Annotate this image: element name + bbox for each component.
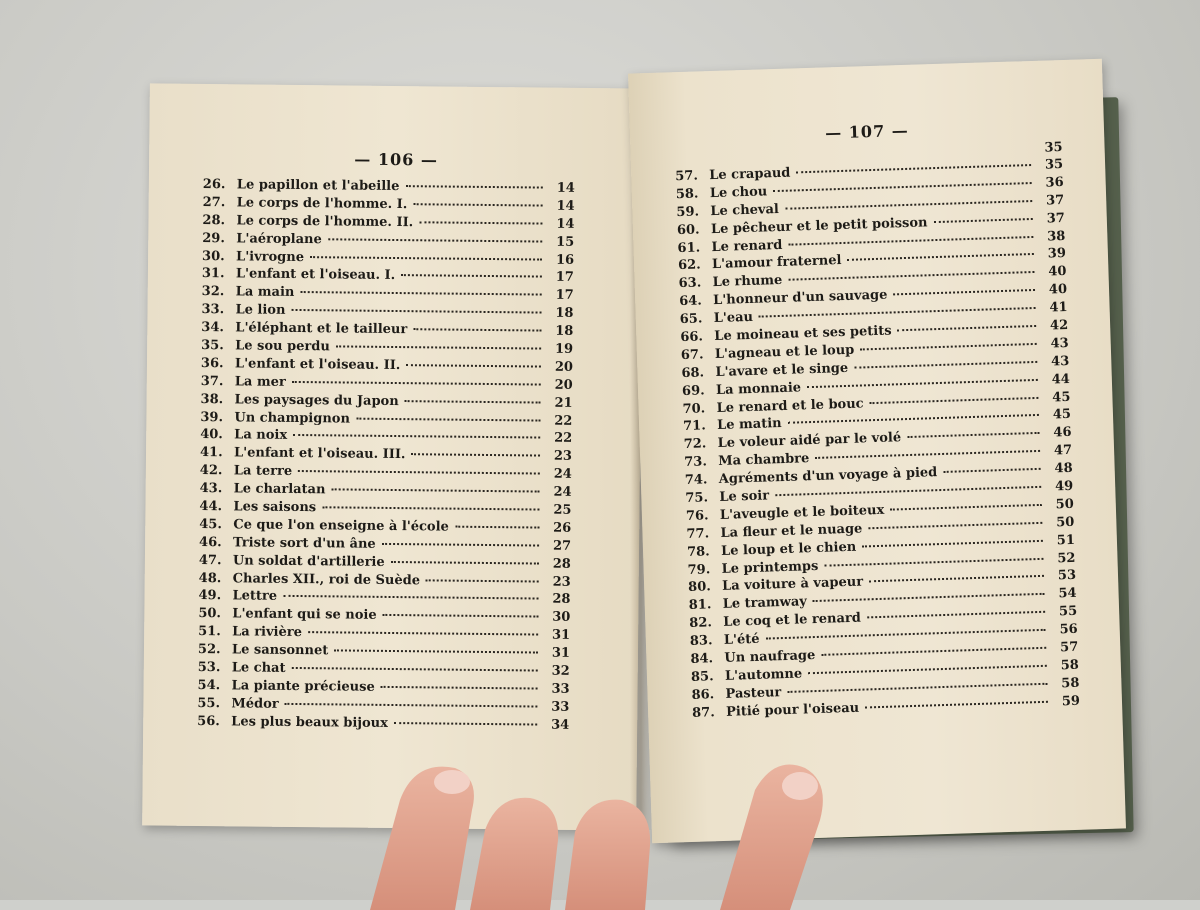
toc-entry-number: 53. [197, 660, 221, 676]
toc-entry-title: Le corps de l'homme. II. [236, 213, 414, 230]
toc-entry-title: Le charlatan [233, 481, 326, 498]
toc-entry-number: 80. [687, 579, 712, 596]
toc-entry-number: 48. [198, 570, 222, 586]
toc-leader-dots [336, 335, 541, 349]
toc-entry-number: 71. [682, 418, 707, 435]
toc-entry-number: 69. [681, 383, 705, 399]
toc-entry-page: 14 [556, 180, 575, 196]
toc-entry-page: 44 [1051, 371, 1071, 388]
toc-entry-page: 45 [1052, 407, 1072, 423]
toc-entry-page: 18 [555, 323, 574, 340]
toc-leader-dots [356, 407, 541, 421]
toc-entry-title: L'automne [724, 666, 803, 684]
toc-entry-title: L'agneau et le loup [714, 342, 855, 362]
toc-leader-dots [291, 299, 541, 314]
toc-entry-title: Le tramway [722, 594, 808, 613]
toc-leader-dots [308, 621, 538, 635]
toc-entry-page: 50 [1055, 496, 1075, 513]
toc-list-left [197, 176, 575, 734]
toc-entry-number: 32. [201, 284, 225, 300]
toc-entry-title: Un champignon [234, 409, 351, 427]
toc-entry-title: Un soldat d'artillerie [232, 553, 385, 570]
toc-entry-page: 51 [1056, 532, 1076, 549]
toc-entry-page: 23 [552, 574, 571, 590]
toc-entry-number: 72. [683, 436, 707, 453]
toc-entry-page: 57 [1059, 639, 1079, 656]
toc-entry-page: 39 [1047, 246, 1067, 262]
toc-leader-dots [943, 458, 1041, 473]
toc-entry-page: 31 [551, 627, 571, 644]
toc-entry-title: Lettre [232, 588, 278, 605]
toc-entry-title: Pitié pour l'oiseau [725, 700, 860, 720]
toc-entry-title: L'enfant et l'oiseau. III. [233, 445, 406, 463]
toc-entry-page: 43 [1050, 335, 1069, 352]
hand-fingers [360, 760, 830, 910]
toc-leader-dots [405, 390, 541, 403]
toc-leader-dots [328, 228, 543, 242]
toc-leader-dots [796, 154, 1031, 173]
toc-entry-page: 14 [556, 198, 575, 214]
toc-leader-dots [401, 265, 542, 278]
toc-leader-dots [406, 354, 541, 367]
toc-entry-title: La rivière [232, 624, 302, 641]
toc-entry-number: 28. [202, 212, 226, 229]
toc-entry-page: 30 [552, 610, 571, 626]
toc-leader-dots [300, 281, 541, 296]
toc-entry-page: 41 [1049, 300, 1068, 316]
toc-entry-title: Les paysages du Japon [234, 392, 399, 409]
toc-entry-number: 55. [197, 695, 221, 712]
toc-entry-page: 20 [554, 377, 573, 393]
toc-leader-dots [455, 516, 540, 529]
toc-entry-title: L'enfant et l'oiseau. II. [234, 356, 401, 373]
toc-entry-page: 32 [551, 663, 570, 679]
toc-entry-title: Ce que l'on enseigne à l'école [233, 517, 449, 535]
toc-entry-page: 23 [553, 449, 573, 465]
toc-entry-page: 26 [553, 520, 572, 536]
toc-entry-number: 54. [197, 677, 221, 694]
toc-entry-page: 58 [1061, 675, 1080, 692]
toc-entry-page: 55 [1058, 604, 1078, 620]
toc-entry-number: 37. [200, 373, 224, 390]
toc-entry-title: Le sou perdu [235, 338, 330, 355]
toc-entry-number: 84. [690, 651, 714, 668]
toc-entry-title: Charles XII., roi de Suède [232, 570, 421, 588]
toc-entry-number: 40. [200, 427, 223, 443]
toc-entry-page: 24 [553, 466, 572, 483]
toc-leader-dots [381, 676, 538, 690]
toc-entry-page: 47 [1053, 443, 1073, 459]
toc-entry-page: 22 [554, 413, 573, 429]
toc-entry-title: Le chat [231, 660, 286, 676]
toc-entry-number: 68. [681, 365, 705, 381]
toc-entry-page: 19 [554, 341, 574, 357]
toc-leader-dots [383, 604, 539, 618]
toc-entry-title: Le renard et le bouc [716, 395, 864, 416]
toc-leader-dots [394, 712, 537, 725]
toc-entry-number: 41. [199, 445, 223, 461]
toc-entry-page: 43 [1050, 353, 1070, 370]
toc-entry-number: 60. [676, 222, 700, 238]
toc-entry-title: Le voleur aidé par le volé [717, 430, 902, 452]
toc-entry-number: 36. [200, 355, 224, 372]
toc-entry-page: 37 [1046, 210, 1066, 227]
toc-entry-title: L'été [723, 631, 760, 649]
toc-entry-number: 79. [687, 561, 711, 578]
toc-entry-number: 30. [202, 248, 225, 264]
toc-entry-page: 18 [555, 305, 574, 322]
toc-entry-title: Le matin [716, 416, 782, 434]
toc-entry-title: Le crapaud [709, 165, 791, 184]
toc-entry-title: L'honneur d'un sauvage [712, 287, 888, 309]
toc-entry-page: 36 [1045, 174, 1064, 191]
toc-entry-title: Le printemps [721, 558, 819, 577]
toc-entry-number: 75. [685, 490, 709, 507]
toc-entry-number: 78. [686, 544, 710, 560]
toc-entry-title: L'aéroplane [236, 231, 322, 247]
toc-entry-title: Un naufrage [724, 648, 816, 666]
toc-entry-title: Le loup et le chien [720, 539, 857, 559]
toc-entry-page: 42 [1049, 317, 1069, 334]
toc-entry-page: 46 [1053, 425, 1072, 441]
toc-entry-title: Le pêcheur et le petit poisson [710, 214, 928, 237]
toc-entry-number: 31. [201, 266, 225, 282]
toc-entry-title: L'enfant et l'oiseau. I. [235, 266, 396, 284]
toc-entry-title: La terre [233, 463, 293, 480]
toc-entry-title: Le soir [719, 488, 770, 506]
toc-entry-title: Agréments d'un voyage à pied [718, 465, 938, 488]
toc-entry-title: Le corps de l'homme. I. [236, 195, 408, 213]
toc-leader-dots [283, 585, 539, 600]
toc-entry-number: 77. [686, 526, 710, 542]
toc-entry-page: 16 [555, 252, 575, 268]
toc-entry-number: 76. [685, 508, 709, 524]
toc-entry-title: Le coq et le renard [723, 610, 862, 631]
toc-entry-number: 62. [677, 257, 701, 274]
toc-entry-page: 20 [554, 359, 574, 375]
toc-entry-number: 63. [678, 275, 702, 292]
carry-over-page-ref: 35 [1044, 140, 1063, 156]
toc-leader-dots [391, 551, 539, 565]
toc-entry-page: 33 [551, 681, 570, 697]
toc-entry-number: 57. [675, 168, 699, 185]
toc-entry-number: 43. [199, 481, 223, 497]
toc-entry-title: La mer [234, 374, 286, 390]
toc-entry-title: Le chou [709, 184, 768, 202]
toc-entry-title: Le rhume [712, 273, 783, 291]
toc-entry-title: L'avare et le singe [715, 360, 849, 380]
toc-entry-page: 58 [1060, 657, 1080, 674]
toc-leader-dots [382, 533, 539, 547]
toc-entry-number: 44. [199, 499, 223, 515]
toc-leader-dots [334, 640, 538, 654]
toc-entry-title: Triste sort d'un âne [233, 535, 376, 552]
toc-entry-page: 34 [551, 717, 570, 733]
toc-leader-dots [933, 208, 1033, 223]
toc-entry-title: La main [235, 284, 295, 301]
toc-entry-page: 15 [556, 234, 575, 250]
toc-entry-number: 26. [202, 176, 226, 193]
toc-entry-page: 49 [1054, 478, 1074, 495]
toc-entry-title: Pasteur [725, 684, 782, 702]
fingernail-4 [782, 772, 818, 800]
toc-entry-number: 47. [198, 552, 222, 568]
toc-entry-number: 29. [202, 230, 225, 246]
toc-entry-page: 21 [554, 395, 573, 411]
toc-entry-page: 14 [556, 216, 575, 232]
toc-entry-number: 86. [691, 687, 715, 703]
toc-entry-title: L'éléphant et le tailleur [235, 320, 408, 338]
toc-entry-page: 52 [1057, 550, 1076, 566]
toc-entry-number: 82. [689, 615, 713, 632]
toc-entry-number: 81. [688, 597, 712, 614]
toc-entry-title: Les saisons [233, 499, 317, 516]
toc-entry [197, 713, 569, 735]
toc-entry-number: 27. [202, 194, 226, 211]
toc-entry-page: 38 [1047, 228, 1066, 245]
left-page [142, 83, 644, 830]
toc-leader-dots [298, 460, 540, 475]
toc-entry-page: 59 [1061, 693, 1081, 710]
toc-entry-page: 27 [552, 538, 572, 554]
toc-entry-number: 52. [197, 642, 221, 658]
toc-entry-number: 45. [199, 516, 222, 533]
toc-entry-number: 56. [197, 713, 220, 729]
toc-entry-page: 56 [1059, 621, 1078, 638]
finger-2 [470, 798, 558, 910]
toc-entry-number: 66. [680, 329, 704, 346]
toc-entry-title: La fleur et le nuage [720, 521, 863, 541]
toc-entry-title: La voiture à vapeur [721, 574, 864, 595]
toc-entry-page: 45 [1052, 389, 1071, 406]
toc-entry-number: 58. [675, 186, 699, 203]
fingernail-1 [434, 770, 470, 794]
toc-entry-page: 17 [555, 270, 574, 286]
toc-entry-title: La piante précieuse [231, 678, 375, 695]
toc-leader-dots [426, 569, 539, 582]
toc-entry-number: 67. [680, 347, 704, 364]
toc-entry-title: Le renard [711, 237, 783, 255]
toc-entry-page: 37 [1045, 192, 1065, 209]
toc-entry-title: L'enfant qui se noie [232, 606, 377, 624]
toc-entry-number: 85. [690, 669, 714, 685]
toc-entry-number: 38. [200, 391, 224, 407]
toc-list-right [675, 156, 1080, 723]
toc-entry-page: 40 [1048, 282, 1068, 298]
toc-entry-number: 39. [200, 409, 224, 425]
toc-entry-page: 24 [553, 484, 572, 501]
toc-entry-page: 33 [551, 699, 570, 715]
toc-leader-dots [331, 478, 539, 492]
toc-entry-number: 87. [691, 704, 715, 721]
toc-entry-title: L'eau [713, 309, 754, 327]
toc-leader-dots [285, 693, 538, 708]
toc-entry-page: 40 [1048, 264, 1067, 280]
toc-entry-number: 46. [199, 534, 222, 551]
toc-leader-dots [413, 193, 542, 206]
toc-entry-page: 22 [554, 431, 573, 447]
toc-entry-page: 50 [1056, 514, 1075, 531]
toc-entry-number: 33. [201, 302, 225, 318]
toc-entry-page: 35 [1044, 157, 1064, 173]
toc-entry-page: 54 [1058, 586, 1077, 602]
toc-entry-page: 28 [552, 592, 571, 608]
toc-entry-title: L'ivrogne [236, 248, 305, 265]
toc-entry-number: 64. [678, 293, 703, 310]
toc-entry-title: Les plus beaux bijoux [231, 714, 388, 731]
toc-entry-page: 53 [1057, 568, 1077, 584]
toc-entry-number: 51. [198, 624, 221, 640]
toc-entry-title: Ma chambre [718, 451, 810, 470]
toc-entry-number: 42. [199, 463, 223, 479]
toc-entry-title: L'aveugle et le boiteux [719, 502, 885, 523]
toc-leader-dots [411, 444, 540, 457]
toc-entry-page: 28 [552, 556, 571, 572]
toc-leader-dots [292, 371, 541, 386]
toc-entry-number: 59. [676, 204, 700, 220]
toc-leader-dots [413, 318, 541, 331]
toc-entry-number: 65. [679, 311, 703, 328]
right-page [628, 59, 1126, 844]
toc-entry-title: Le papillon et l'abeille [236, 177, 400, 195]
toc-leader-dots [310, 246, 542, 260]
toc-entry-title: Le sansonnet [231, 642, 329, 659]
toc-entry-title: Le moineau et ses petits [714, 323, 892, 345]
toc-entry-title: Le cheval [710, 201, 780, 219]
toc-entry-title: Médor [231, 696, 279, 712]
finger-3 [565, 800, 650, 910]
toc-leader-dots [292, 657, 538, 672]
toc-entry-number: 70. [682, 400, 706, 417]
toc-entry-title: La monnaie [715, 380, 802, 398]
toc-entry-number: 50. [198, 606, 222, 622]
toc-leader-dots [419, 211, 542, 224]
toc-entry-number: 34. [201, 320, 225, 336]
toc-entry-title: La noix [234, 427, 288, 444]
toc-entry-number: 61. [677, 240, 701, 256]
page-number-right: — 107 — [824, 120, 910, 143]
toc-entry-title: Le lion [235, 302, 286, 319]
toc-entry-number: 49. [198, 588, 222, 604]
toc-entry-number: 73. [684, 454, 708, 471]
toc-entry-page: 31 [551, 645, 571, 662]
toc-entry-number: 74. [684, 472, 708, 489]
page-number-left: — 106 — [354, 149, 438, 170]
toc-leader-dots [293, 424, 540, 439]
toc-entry-page: 17 [555, 288, 574, 304]
toc-leader-dots [322, 496, 539, 510]
toc-leader-dots [405, 175, 543, 188]
toc-entry-number: 35. [201, 338, 224, 354]
toc-entry-page: 48 [1054, 461, 1073, 477]
toc-entry-number: 83. [689, 633, 713, 650]
toc-entry-page: 25 [553, 502, 572, 518]
toc-entry-title: L'amour fraternel [711, 253, 842, 273]
